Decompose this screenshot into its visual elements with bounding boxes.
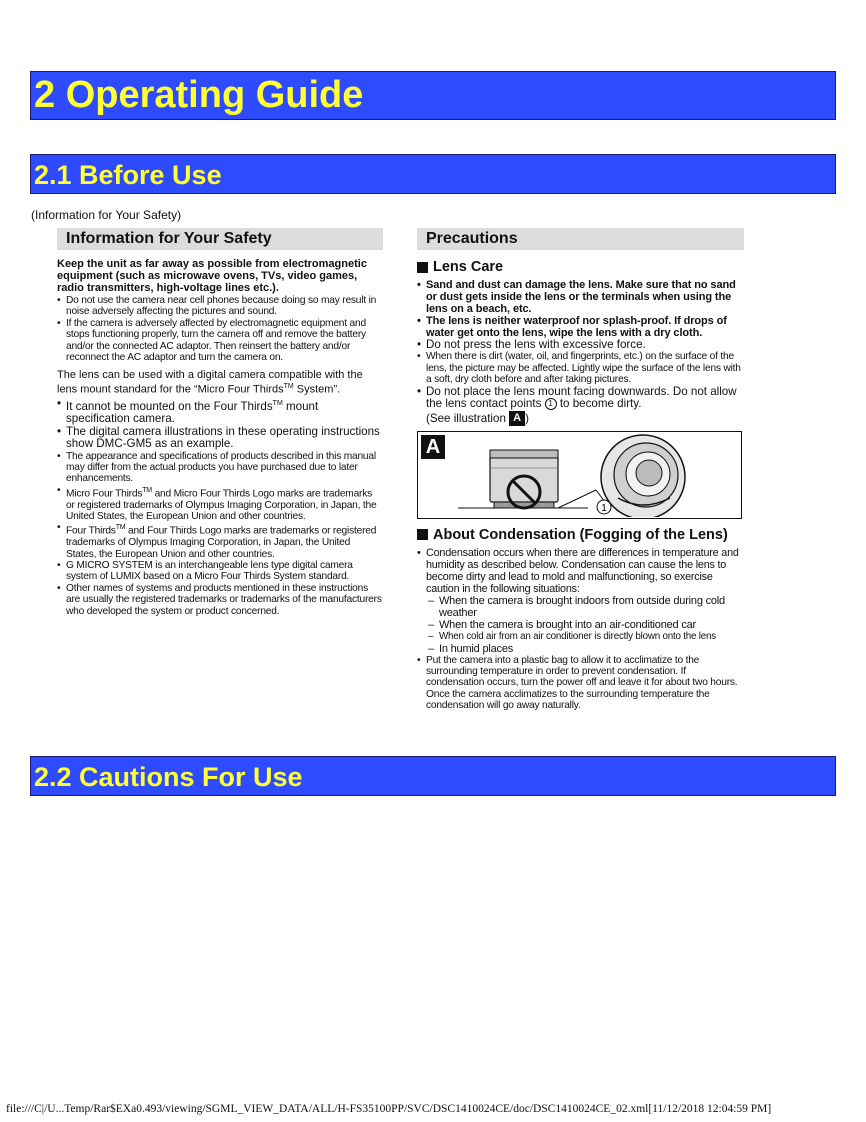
warning-bullet-list [57, 295, 383, 363]
square-bullet-icon [417, 529, 428, 540]
lens-care-list [417, 279, 744, 411]
safety-title: Information for Your Safety [57, 228, 383, 250]
safety-warning: Keep the unit as far away as possible from electromagnetic equipment (such as microwave ovens, TVs, video games, radio transmitters, high-voltage lines etc.). [57, 258, 367, 294]
list-item: • It cannot be mounted on the Four Thirds™ mount specification camera. [57, 398, 383, 426]
list-item: • Sand and dust can damage the lens. Make sure that no sand or dust gets inside the lens or the terminals when using the lens on a beach, etc. [417, 279, 744, 315]
list-item: • The digital camera illustrations in these operating instructions show DMC-GM5 as an example. [57, 426, 383, 451]
list-item: – When cold air from an air conditioner is directly blown onto the lens [428, 631, 744, 643]
square-bullet-icon [417, 262, 428, 273]
section-heading-cautions: 2.2 Cautions For Use [30, 756, 836, 796]
section-heading-before-use: 2.1 Before Use [30, 154, 836, 194]
list-item: • Condensation occurs when there are differences in temperature and humidity as described below. Condensation can cause the lens to become dirty and lead to mold and malfunctioning, so exercise caution in the following situations: – When the camera is brought indoors from outside during cold weather – When the camera is brought into an air-conditioned car – When cold air from an air conditioner is directly blown onto the lens – In humid places [417, 547, 744, 655]
list-item: • Do not use the camera near cell phones because doing so may result in noise adversely affecting the pictures and sound. [57, 295, 383, 318]
file-path-footer: file:///C|/U...Temp/Rar$EXa0.493/viewing/SGML_VIEW_DATA/ALL/H-FS35100PP/SVC/DSC1410024CE/doc/DSC1410024CE_02.xml[11/12/2018 12:04:59 PM] [6, 1103, 772, 1115]
list-item: – When the camera is brought indoors from outside during cold weather [428, 595, 744, 619]
condensation-situations [426, 595, 744, 655]
precautions-title: Precautions [417, 228, 744, 250]
precautions-column [417, 228, 744, 712]
chapter-heading: 2 Operating Guide [30, 71, 836, 120]
list-item: • The lens is neither waterproof nor splash-proof. If drops of water get onto the lens, wipe the lens with a dry cloth. [417, 315, 744, 339]
list-item: • Four Thirds™ and Four Thirds Logo marks are trademarks or registered trademarks of Olympus Imaging Corporation, in Japan, the United States, the European Union and other countries. [57, 522, 383, 560]
list-item: • Do not press the lens with excessive force. [417, 339, 744, 351]
list-item: • Other names of systems and products mentioned in these instructions are usually the registered trademarks or trademarks of the manufacturers who developed the system or product concerned. [57, 583, 383, 617]
circled-number-icon: 1 [545, 398, 557, 410]
lens-drawing-icon [418, 432, 740, 517]
compatibility-paragraph: The lens can be used with a digital camera compatible with the lens mount standard for the “Micro Four Thirds™ System”. [57, 369, 363, 397]
list-item: • Micro Four Thirds™ and Micro Four Thirds Logo marks are trademarks or registered trademarks of Olympus Imaging Corporation, in Japan, the United States, the European Union and other countries. [57, 485, 383, 523]
illustration-label: A [421, 435, 445, 459]
list-item: • Put the camera into a plastic bag to allow it to acclimatize to the surrounding temperature in order to prevent condensation. If condensation occurs, turn the power off and leave it for about two hours. Once the camera acclimatizes to the surrounding temperature the condensation will go away naturally. [417, 655, 744, 712]
lens-illustration [417, 431, 742, 519]
list-item: – When the camera is brought into an air-conditioned car [428, 619, 744, 631]
lens-care-heading: Lens Care [417, 258, 744, 276]
list-item: • G MICRO SYSTEM is an interchangeable lens type digital camera system of LUMIX based on a Micro Four Thirds System standard. [57, 560, 383, 583]
safety-column [57, 228, 383, 617]
condensation-heading: About Condensation (Fogging of the Lens) [417, 526, 744, 544]
condensation-list [417, 547, 744, 712]
see-illustration-note: (See illustration A ) [426, 411, 530, 425]
list-item: – In humid places [428, 643, 744, 655]
svg-text:1: 1 [601, 502, 607, 514]
list-item: • The appearance and specifications of products described in this manual may differ from the actual products you have purchased due to later enhancements. [57, 451, 383, 485]
safety-caption: (Information for Your Safety) [31, 208, 182, 222]
list-item: • If the camera is adversely affected by electromagnetic equipment and stops functioning properly, turn the camera off and remove the battery and/or the connected AC adaptor. Then reinsert the battery and/or reconnect the AC adaptor and turn the camera on. [57, 318, 383, 364]
list-item: • Do not place the lens mount facing downwards. Do not allow the lens contact points 1 to become dirty. [417, 386, 744, 411]
compatibility-bullet-list [57, 398, 383, 617]
list-item: • When there is dirt (water, oil, and fingerprints, etc.) on the surface of the lens, the picture may be affected. Lightly wipe the surface of the lens with a soft, dry cloth before and after taking pictures. [417, 351, 744, 385]
illustration-badge: A [509, 411, 525, 426]
